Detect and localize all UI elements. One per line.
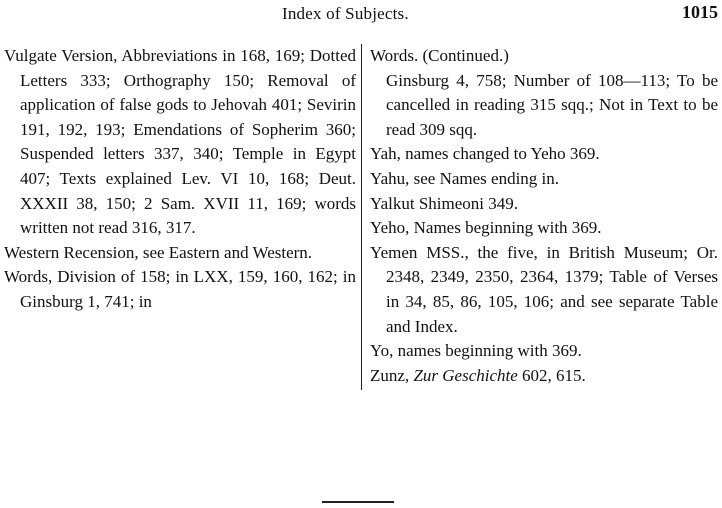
zunz-pages: 602, 615. <box>517 365 586 385</box>
index-entry-yalkut: Yalkut Shimeoni 349. <box>370 193 518 213</box>
index-entry-western-recension: Western Recension, see Eastern and Western. <box>4 242 313 262</box>
index-entry-yo: Yo, names beginning with 369. <box>370 341 582 361</box>
running-title: Index of Subjects. <box>282 4 409 23</box>
index-entry-yeho: Yeho, Names beginning with 369. <box>370 218 602 238</box>
column-divider <box>361 44 362 390</box>
index-column-right <box>370 44 718 388</box>
index-entry-words-continued-head: Words. (Continued.) <box>370 46 509 65</box>
index-entry-yemen-mss: Yemen MSS., the five, in British Museum; Or. 2348, 2349, 2350, 2364, 1379; Table of Verses in 34, 85, 86, 105, 106; and see separate Table and Index. <box>370 242 718 336</box>
footer-rule <box>322 501 394 503</box>
zunz-lead: Zunz, <box>370 365 414 385</box>
index-entry-yah: Yah, names changed to Yeho 369. <box>370 144 600 164</box>
zunz-title: Zur Geschichte <box>413 365 518 385</box>
index-entry-words: Words, Division of 158; in LXX, 159, 160, 162; in Ginsburg 1, 741; in <box>4 267 356 311</box>
index-entry-vulgate: Vulgate Version, Abbreviations in 168, 169; Dotted Letters 333; Orthography 150; Removal of application of false gods to Jehovah 401; Sevirin 191, 192, 193; Emendations of Sopherim 360; Suspended letters 337, 340; Temple in Egypt 407; Texts explained Lev. VI 10, 168; Deut. XXXII 38, 150; 2 Sam. XVII 11, 169; words written not read 316, 317. <box>4 46 356 238</box>
index-entry-yahu: Yahu, see Names ending in. <box>370 168 560 188</box>
index-entry-zunz <box>370 364 718 389</box>
page-number: 1015 <box>682 2 718 22</box>
page-header <box>0 2 722 28</box>
index-entry-words-continued-body: Ginsburg 4, 758; Number of 108—113; To be cancelled in reading 315 sqq.; Not in Text to be read 309 sqq. <box>386 70 718 139</box>
index-column-left <box>4 44 356 315</box>
